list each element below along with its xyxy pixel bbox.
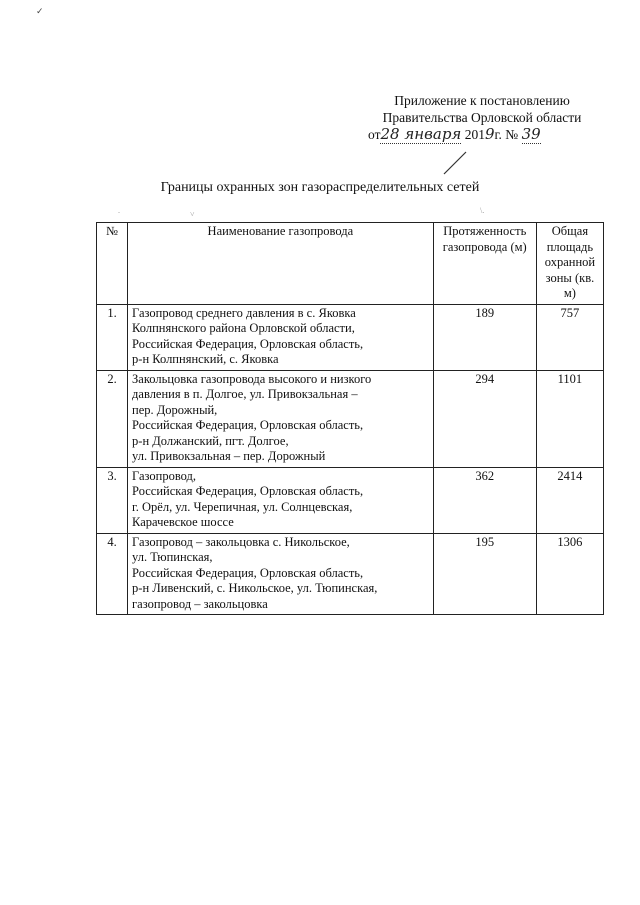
header-length: Протяженность газопровода (м) (433, 223, 536, 305)
appendix-number-label: г. № (494, 127, 519, 142)
row-area: 757 (536, 304, 603, 370)
scan-speck: . (118, 206, 120, 215)
appendix-year-handwritten: 9 (484, 125, 495, 143)
table-row (97, 370, 604, 467)
name-line: Газопровод среднего давления в с. Яковка (132, 305, 356, 320)
row-number: 1. (97, 304, 128, 370)
name-line: Российская Федерация, Орловская область, (132, 418, 364, 432)
appendix-block (362, 92, 602, 143)
name-line: пер. Дорожный, (132, 402, 218, 417)
name-line: Колпнянского района Орловской области, (132, 321, 355, 335)
appendix-number-handwritten: 39 (521, 125, 541, 143)
scan-speck: ˅ (190, 210, 195, 219)
name-line: г. Орёл, ул. Черепичная, ул. Солнцевская, (132, 499, 353, 514)
row-pipeline-name (128, 304, 434, 370)
name-line: Газопровод – закольцовка с. Никольское, (132, 534, 350, 549)
header-area: Общая площадь охранной зоны (кв. м) (536, 223, 603, 305)
appendix-line-3 (362, 126, 602, 143)
name-line: газопровод – закольцовка (132, 596, 268, 611)
row-length: 294 (433, 370, 536, 467)
name-line: р-н Колпнянский, с. Яковка (132, 352, 279, 366)
pen-stroke-mark (440, 150, 468, 176)
row-number: 2. (97, 370, 128, 467)
name-line: ул. Привокзальная – пер. Дорожный (132, 449, 326, 463)
header-number: № (97, 223, 128, 305)
appendix-date-handwritten: 28 января (380, 125, 462, 143)
name-line: давления в п. Долгое, ул. Привокзальная – (132, 387, 358, 401)
name-line: Российская Федерация, Орловская область, (132, 565, 364, 580)
row-length: 195 (433, 533, 536, 615)
table-row (97, 533, 604, 615)
row-number: 4. (97, 533, 128, 615)
row-area: 1101 (536, 370, 603, 467)
table-row (97, 304, 604, 370)
document-title: Границы охранных зон газораспределительных сетей (160, 180, 480, 195)
name-line: Российская Федерация, Орловская область, (132, 336, 364, 351)
name-line: р-н Должанский, пгт. Долгое, (132, 433, 289, 448)
row-area: 2414 (536, 467, 603, 533)
name-line: Закольцовка газопровода высокого и низкого (132, 371, 372, 386)
appendix-year-prefix: 201 (464, 127, 485, 142)
row-length: 362 (433, 467, 536, 533)
name-line: ул. Тюпинская, (132, 550, 213, 564)
gas-pipeline-zones-table (96, 222, 604, 615)
row-pipeline-name (128, 467, 434, 533)
row-pipeline-name (128, 533, 434, 615)
corner-mark: ✓ (36, 6, 44, 16)
name-line: Российская Федерация, Орловская область, (132, 484, 364, 498)
name-line: Карачевское шоссе (132, 515, 234, 529)
scan-speck: \. (480, 206, 485, 215)
appendix-line-1: Приложение к постановлению (394, 93, 570, 108)
table-header-row (97, 223, 604, 305)
row-number: 3. (97, 467, 128, 533)
appendix-prefix: от (368, 127, 381, 142)
table-row (97, 467, 604, 533)
row-length: 189 (433, 304, 536, 370)
appendix-line-2: Правительства Орловской области (382, 110, 582, 125)
header-name: Наименование газопровода (128, 223, 434, 305)
row-area: 1306 (536, 533, 603, 615)
name-line: р-н Ливенский, с. Никольское, ул. Тюпинская, (132, 581, 378, 595)
name-line: Газопровод, (132, 468, 197, 483)
row-pipeline-name (128, 370, 434, 467)
